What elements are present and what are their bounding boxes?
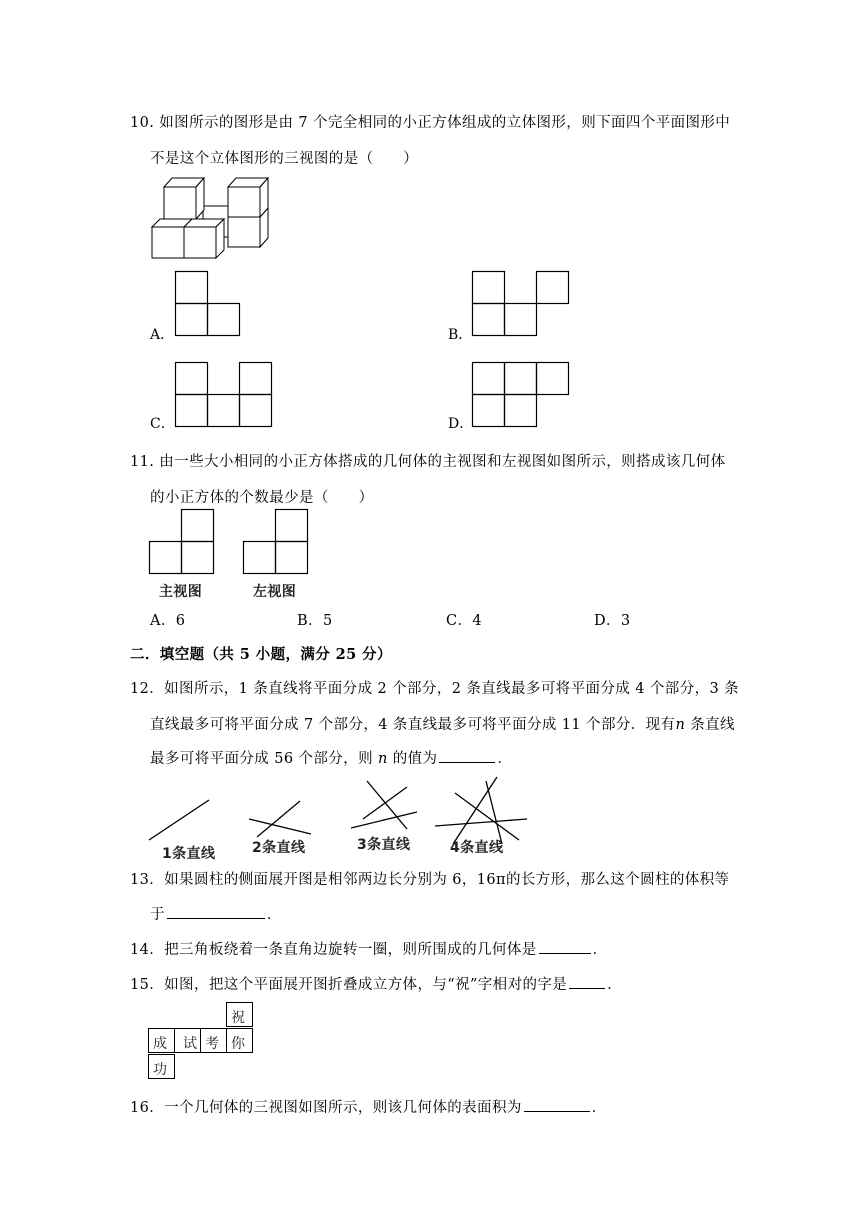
- q11-front-view: [149, 509, 215, 575]
- q15-answer-blank[interactable]: [569, 974, 605, 989]
- q12-lines-figure: [145, 774, 530, 834]
- q10-option-a-figure: [175, 271, 241, 337]
- q12-caption-2: 2条直线: [252, 840, 306, 856]
- q11-choice-c[interactable]: C．4: [446, 613, 483, 629]
- q10-option-d-figure: [472, 362, 570, 428]
- q15-cell-cheng: 成: [153, 1036, 168, 1052]
- q13-answer-blank[interactable]: [167, 904, 265, 919]
- q12-line3: 最多可将平面分成 56 个部分，则 n 的值为 ．: [150, 747, 512, 768]
- q15-cell-shi: 试: [183, 1036, 198, 1052]
- q10-option-b-label[interactable]: B．: [448, 327, 473, 343]
- q14-answer-blank[interactable]: [539, 939, 591, 954]
- q15-cell-kao: 考: [205, 1036, 220, 1052]
- q16-answer-blank[interactable]: [524, 1097, 590, 1112]
- q10-cube-figure: [148, 175, 273, 260]
- q11-front-view-caption: 主视图: [159, 584, 203, 600]
- q10-option-c-figure: [175, 362, 273, 428]
- q13-line2: 于 ．: [150, 903, 282, 924]
- q12-line1: 12．如图所示，1 条直线将平面分成 2 个部分，2 条直线最多可将平面分成 4 个部分，3 条: [130, 681, 740, 697]
- q10-option-a-label[interactable]: A．: [150, 327, 175, 343]
- q12-line2: 直线最多可将平面分成 7 个部分，4 条直线最多可将平面分成 11 个部分．现有n 条直线: [150, 717, 735, 733]
- q15-cell-gong: 功: [153, 1062, 168, 1078]
- q13-line1: 13．如果圆柱的侧面展开图是相邻两边长分别为 6，16π的长方形，那么这个圆柱的体积等: [130, 872, 730, 888]
- q15-cell-ni: 你: [231, 1036, 246, 1052]
- q16-line: 16．一个几何体的三视图如图所示，则该几何体的表面积为 ．: [130, 1096, 607, 1117]
- q10-option-c-label[interactable]: C．: [150, 416, 175, 432]
- q10-option-d-label[interactable]: D．: [448, 416, 474, 432]
- q11-choice-d[interactable]: D．3: [594, 613, 631, 629]
- q11-left-view: [243, 509, 309, 575]
- q10-line2: 不是这个立体图形的三视图的是（ ）: [150, 151, 419, 167]
- q15-line: 15．如图，把这个平面展开图折叠成立方体，与“祝”字相对的字是 ．: [130, 973, 622, 994]
- q11-left-view-caption: 左视图: [253, 584, 297, 600]
- q11-choice-a[interactable]: A．6: [150, 613, 186, 629]
- q12-caption-4: 4条直线: [450, 840, 504, 856]
- q12-caption-1: 1条直线: [162, 846, 216, 862]
- q11-choice-b[interactable]: B．5: [297, 613, 333, 629]
- q10-line1: 10. 如图所示的图形是由 7 个完全相同的小正方体组成的立体图形，则下面四个平面图形中: [130, 115, 731, 131]
- q10-option-b-figure: [472, 271, 570, 337]
- section-2-title: 二．填空题（共 5 小题，满分 25 分）: [130, 646, 392, 663]
- q11-line2: 的小正方体的个数最少是（ ）: [150, 490, 374, 506]
- q14-line: 14．把三角板绕着一条直角边旋转一圈，则所围成的几何体是 ．: [130, 938, 608, 959]
- q15-cell-zhu: 祝: [231, 1010, 246, 1026]
- q11-line1: 11. 由一些大小相同的小正方体搭成的几何体的主视图和左视图如图所示，则搭成该几何体: [130, 454, 726, 470]
- q12-caption-3: 3条直线: [357, 837, 411, 853]
- q12-answer-blank[interactable]: [439, 748, 495, 763]
